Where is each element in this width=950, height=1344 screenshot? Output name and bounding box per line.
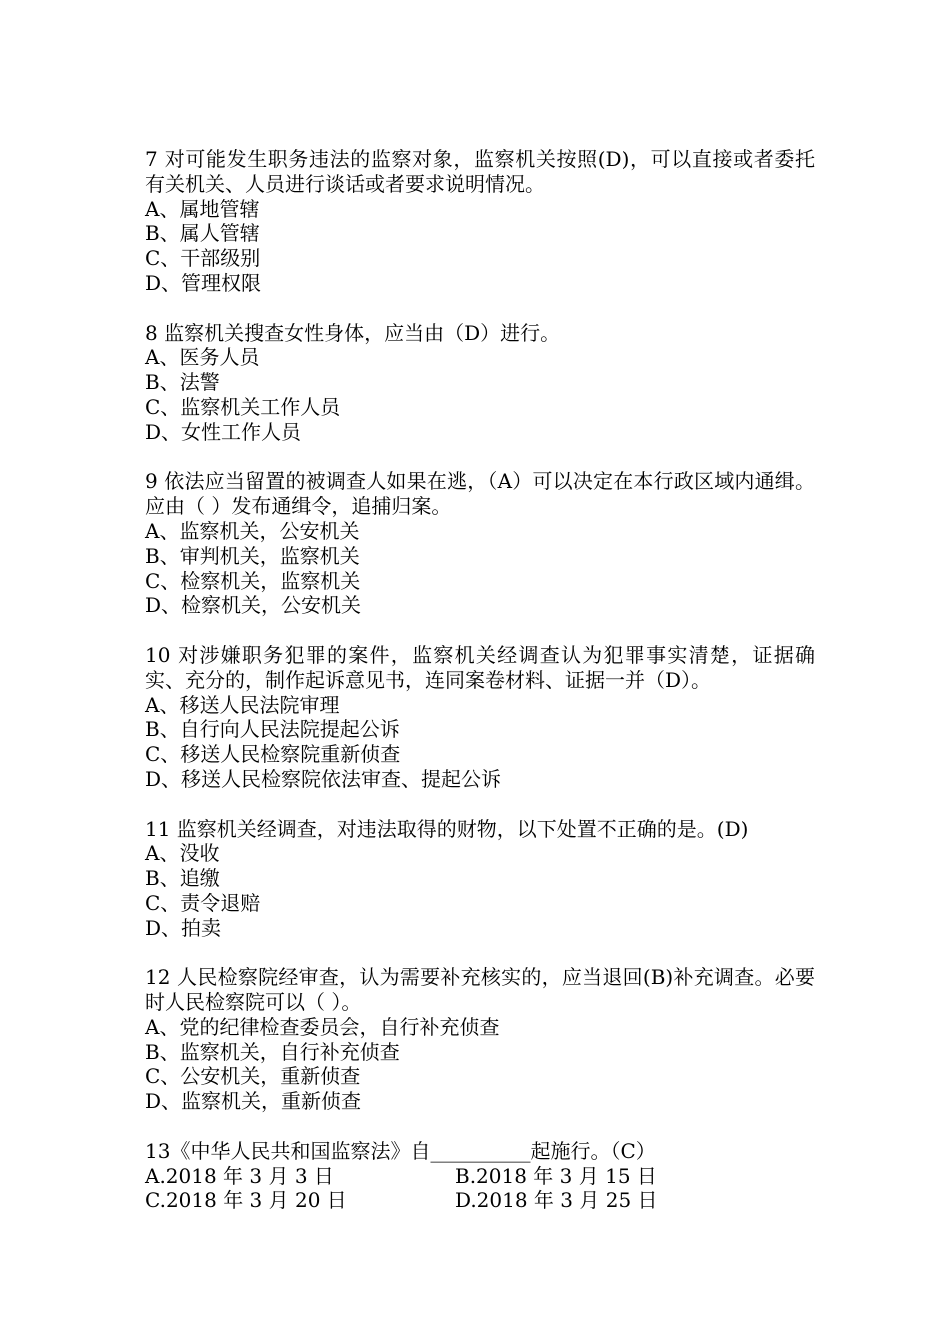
option-a: A、医务人员 xyxy=(145,345,260,370)
option-d: D、监察机关，重新侦查 xyxy=(145,1089,362,1114)
option-d: D、移送人民检察院依法审查、提起公诉 xyxy=(145,766,502,791)
question-11 xyxy=(145,817,815,941)
question-stem: 11 监察机关经调查，对违法取得的财物，以下处置不正确的是。(D) xyxy=(145,816,749,841)
option-c: C、检察机关，监察机关 xyxy=(145,568,361,593)
option-d: D、检察机关，公安机关 xyxy=(145,593,362,618)
question-13 xyxy=(145,1139,815,1213)
document-page xyxy=(145,147,815,1238)
question-stem: 8 监察机关搜查女性身体，应当由（D）进行。 xyxy=(145,320,561,345)
option-c: C、监察机关工作人员 xyxy=(145,394,341,419)
question-7 xyxy=(145,147,815,296)
option-row xyxy=(145,1188,815,1213)
question-9 xyxy=(145,469,815,618)
question-stem: 7 对可能发生职务违法的监察对象，监察机关按照(D)，可以直接或者委托有关机关、人员进行谈话或者要求说明情况。 xyxy=(145,147,815,196)
option-c: C、公安机关，重新侦查 xyxy=(145,1064,361,1089)
option-b: B、审判机关，监察机关 xyxy=(145,543,360,568)
option-c: C、责令退赔 xyxy=(145,890,261,915)
option-c: C、移送人民检察院重新侦查 xyxy=(145,742,401,767)
question-stem: 9 依法应当留置的被调查人如果在逃，（A）可以决定在本行政区域内通缉。应由（ ）发布通缉令，追捕归案。 xyxy=(145,469,815,519)
option-c: C、干部级别 xyxy=(145,246,261,271)
option-a: A.2018 年 3 月 3 日 xyxy=(145,1163,334,1188)
option-b: B、监察机关，自行补充侦查 xyxy=(145,1039,400,1064)
option-a: A、移送人民法院审理 xyxy=(145,692,340,717)
question-stem: 13《中华人民共和国监察法》自__________起施行。（C） xyxy=(145,1138,656,1163)
option-d: D、管理权限 xyxy=(145,270,262,295)
option-d: D、拍卖 xyxy=(145,915,222,940)
option-a: A、属地管辖 xyxy=(145,196,260,221)
option-b: B、追缴 xyxy=(145,866,220,891)
option-row xyxy=(145,1164,815,1189)
option-d: D.2018 年 3 月 25 日 xyxy=(455,1188,658,1213)
question-8 xyxy=(145,321,815,445)
option-c: C.2018 年 3 月 20 日 xyxy=(145,1188,347,1213)
option-d: D、女性工作人员 xyxy=(145,419,302,444)
option-a: A、党的纪律检查委员会，自行补充侦查 xyxy=(145,1014,500,1039)
question-stem: 12 人民检察院经审查，认为需要补充核实的，应当退回(B)补充调查。必要时人民检察院可以（ ）。 xyxy=(145,965,815,1015)
option-b: B、法警 xyxy=(145,370,220,395)
question-stem: 10 对涉嫌职务犯罪的案件，监察机关经调查认为犯罪事实清楚，证据确实、充分的，制作起诉意见书，连同案卷材料、证据一并（D）。 xyxy=(145,642,815,692)
option-b: B、自行向人民法院提起公诉 xyxy=(145,717,400,742)
option-a: A、监察机关，公安机关 xyxy=(145,518,360,543)
option-a: A、没收 xyxy=(145,841,220,866)
question-10 xyxy=(145,643,815,792)
option-b: B.2018 年 3 月 15 日 xyxy=(455,1163,657,1188)
question-12 xyxy=(145,965,815,1114)
option-b: B、属人管辖 xyxy=(145,221,260,246)
